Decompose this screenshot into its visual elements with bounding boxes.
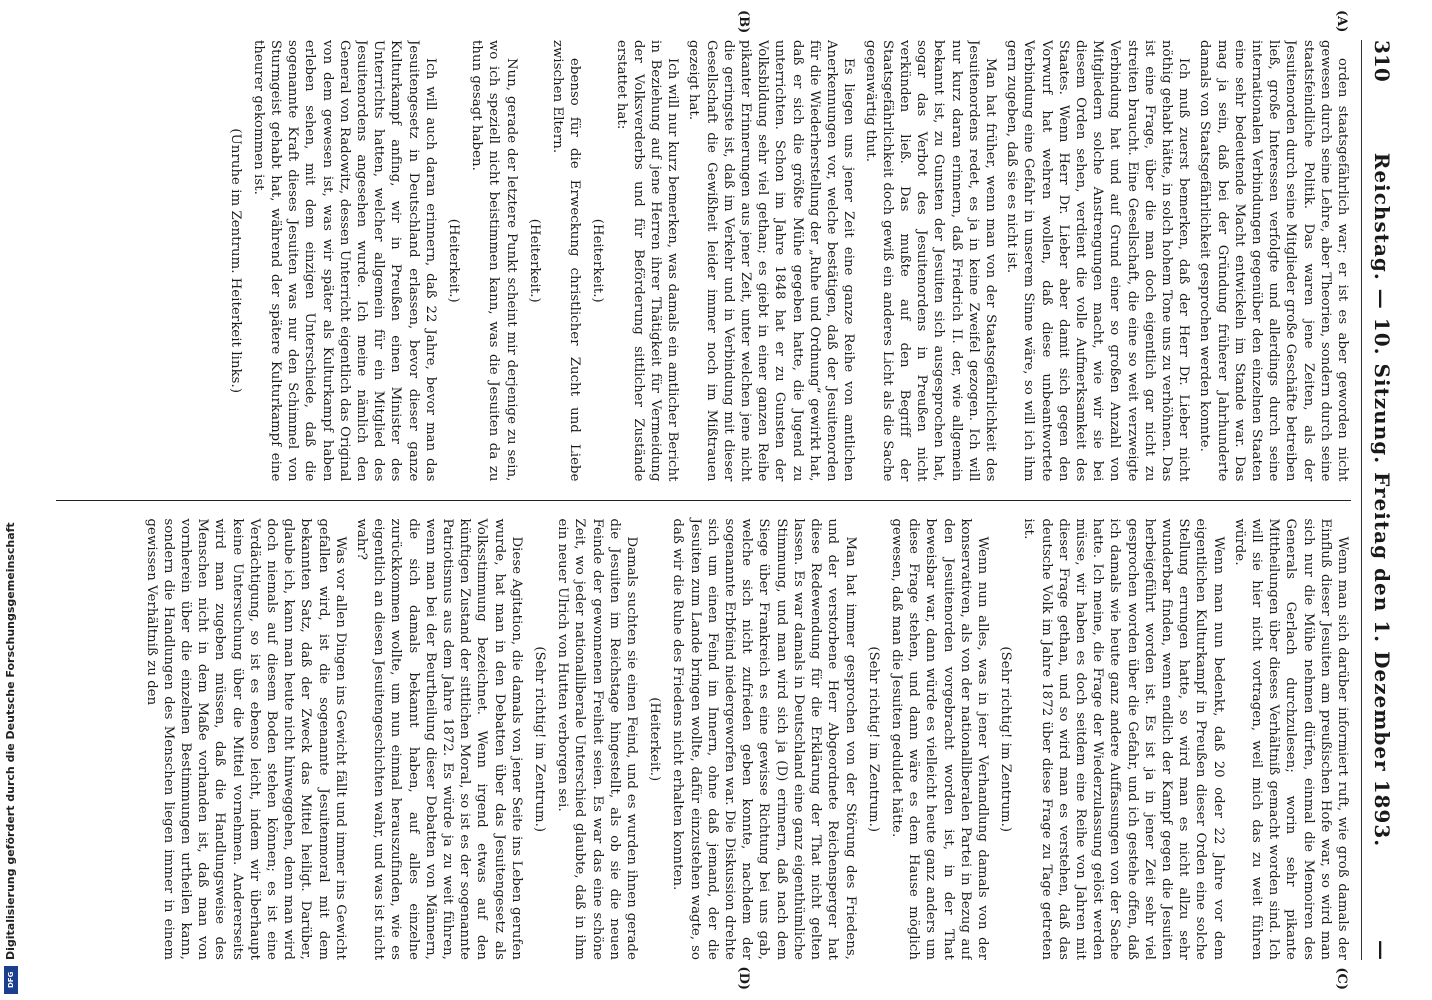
dfg-logo-icon: DFG xyxy=(4,966,18,994)
paragraph: Was vor allen Dingen ins Gewicht fällt und immer ins Gewicht gefallen wird, ist die sogenannte Jesuitenmoral mit dem bekannten Satz, daß der Zweck das Mittel heiligt. Darüber, glaube ich, kann man heute nicht hinweggehen, denn man wird doch niemals auf diesem Boden stehen können; es ist eine Verdächtigung, so ist es ebenso leicht, indem wir überhaupt keine Untersuchung über die Mittel vornehmen. Andererseits wird man zugeben müssen, daß die Handlungsweise des Menschen nicht in dem Maße vorhanden ist, daß man von vornherein über die einzelnen Bestimmungen urtheilen kann, sondern die Handlungen des Menschen liegen immer in einem gewissen Verhältniß zu den xyxy=(143,518,348,960)
paragraph: Damals suchten sie einen Feind, und es wurden ihnen gerade die Jesuiten im Reichstage hingestellt, als ob sie die neuen Feinde der gewonnenen Freiheit seien. Es war das eine schöne Zeit, wo jeder nationalliberale Unterschied glaubte, daß in ihm ein neuer Ulrich von Hutten verborgen sei. xyxy=(555,518,640,960)
paragraph: Wenn man sich darüber informiert ruft, wie groß damals der Einfluß dieser Jesuiten am preußischen Hofe war, so wird man sich nur die Mühe nehmen dürfen, einmal die Memoiren des Generals Gerlach durchzulesen; worin sehr pikante Mittheilungen über dieses Verhältniß gemacht worden sind. Ich will sie hier nicht vortragen, weil mich das zu weit führen würde. xyxy=(1231,518,1350,960)
page-title: Reichstag. — 10. Sitzung. Freitag den 1. Dezember 1893. xyxy=(1370,152,1394,848)
interjection: (Sehr richtig! im Zentrum.) xyxy=(998,646,1014,833)
margin-marker-d: (D) xyxy=(736,966,751,990)
interjection: (Heiterkeit.) xyxy=(647,697,663,782)
paragraph: Ich will auch daran erinnern, daß 22 Jahre, bevor man das Jesuitengesetz in Deutschland erlassen, bevor dieser ganze Kulturkampf anfing, wir in Preußen einen Minister des Unterrichts hatten, welcher allgemein für ein Mitglied des Jesuitenordens angesehen wurde. Ich meine nämlich den General von Radowitz, dessen Unterricht eigentlich das Original von dem gewesen ist, was wir später als Kulturkampf haben erleben sehen, mit dem einzigen Unterschiede, daß die sogenannte Kraft dieses Jesuiten was nur den Schimmel von Sturmgeist gehabt hat, während der spätere Kulturkampf eine theurer gekommen ist. xyxy=(250,40,438,482)
left-column xyxy=(56,40,1351,500)
text-columns xyxy=(56,10,1351,990)
paragraph: Wenn man nun bedenkt, daß 20 oder 22 Jahre vor dem eigentlichen Kulturkampf in Preußen dieser Orden eine solche Stellung errungen hatte, so wird man es nicht allzu sehr wunderbar finden, wenn endlich der Kampf gegen die Jesuiten herbeigeführt worden ist. Es ist ja in jener Zeit sehr viel gesprochen worden über die Gefahr, und ich gestehe offen, daß ich damals wie heute ganz andere Auffassungen von der Sache hatte. Ich meine, die Frage der Wiederzulassung gelöst werden müsse, wir haben es doch seitdem eine Reihe von Jahren mit dieser Frage gethan, und so wird man es verstehen, daß das deutsche Volk im Jahre 1872 über diese Frage zu Tage getreten ist. xyxy=(1021,518,1226,960)
interjection: (Heiterkeit.) xyxy=(526,218,542,303)
running-head xyxy=(1361,40,1394,960)
right-column xyxy=(56,501,1351,961)
digitization-sidebar xyxy=(0,0,22,1000)
interjection: (Sehr richtig! im Zentrum.) xyxy=(532,646,548,833)
paragraph: Nun, gerade der letztere Punkt scheint mir derjenige zu sein, wo ich speziell nicht beistimmen kann, was die Jesuiten da zu thun gesagt haben. xyxy=(469,40,519,482)
margin-marker-c: (C) xyxy=(1334,967,1349,990)
paragraph: Man hat immer gesprochen von der Störung des Friedens, und der verstorbene Herr Abgeordnete Reichensperger hat diese Redewendung für die Erklärung der That nicht gelten lassen. Es war damals in Deutschland eine ganz eigenthümliche Stimmung, und man wird sich ja (D) erinnern, daß nach dem Siege über Frankreich es eine gewisse Richtung bei uns gab, welche sich nicht zufrieden geben konnte, nachdem der sogenannte Erbfeind niedergeworfen war. Die Diskussion drehte sich um einen Feind im Innern, ohne daß jemand, der die Jesuiten zum Lande bringen wollte, dafür einzustehen wagte, so daß wir die Ruhe des Friedens nicht erhalten konnten. xyxy=(670,518,858,960)
paragraph: Es liegen uns jener Zeit eine ganze Reihe von amtlichen Anerkennungen vor, welche bestätigen, daß der Jesuitenorden für die Wiederherstellung der „Ruhe und Ordnung“ gewirkt hat, daß er sich die größte Mühe gegeben hatte, die Jugend zu unterrichten. Schon im Jahre 1848 hat er zu Gunsten der Volksbildung sehr viel gethan; es giebt in einer ganzen Reihe pikanter Erinnerungen aus jener Zeit, unter welchen jene nicht die geringste ist, daß im Verkehr und in Verbindung mit dieser Gesellschaft die Gewißheit leider immer noch im Mißtrauen gezeigt hat. xyxy=(686,40,857,482)
paragraph: Ich will nur kurz bemerken, was damals ein amtlicher Bericht in Beziehung auf jene Herren ihrer Thätigkeit für Vermeidung der Volksverderbs und für Beförderung sittlicher Zustände erstattet hat: xyxy=(613,40,681,482)
paragraph: Ich muß zuerst bemerken, daß der Herr Dr. Lieber nicht nöthig gehabt hätte, in solch hohem Tone uns zu verhöhnen. Das ist eine Frage, über die man doch eigentlich gar nicht zu streiten braucht. Eine Gesellschaft, die eine so weit verzweigte Verbindung hat und auf Grund einer so großen Anzahl von Mitgliedern solche Anstrengungen macht, wie wir sie bei diesem Orden sehen, verdient die volle Aufmerksamkeit des Staates. Wenn Herr Dr. Lieber aber damit sich gegen den Vorwurf hat wehren wollen, daß diese unbeantwortete Verbindung eine Gefahr in unserem Sinne wäre, so will ich ihm gern zugeben, daß sie es nicht ist. xyxy=(1004,40,1192,482)
margin-marker-b: (B) xyxy=(736,10,751,34)
interjection: (Heiterkeit.) xyxy=(590,218,606,303)
paragraph: Diese Agitation, die damals von jener Seite ins Leben gerufen wurde, hat man in den Debatten über das Jesuitengesetz als Volksstimmung bezeichnet. Wenn irgend etwas auf den künftigen Zustand der sittlichen Moral, so ist es der sogenannte Patriotismus aus dem Jahre 1872. Es würde ja zu weit führen, wenn man bei der Beurtheilung dieser Debatten von Männern, die sich damals bekannt haben, auf alles einzelne zurückkommen wollte, um nun einmal herauszufinden, wie es eigentlich an diesen Jesuitengeschichten wahr, und was ist nicht wahr? xyxy=(354,518,524,960)
rule-mark: — xyxy=(1370,940,1394,960)
interjection: (Heiterkeit.) xyxy=(446,218,462,303)
interjection: (Sehr richtig! im Zentrum.) xyxy=(865,646,881,833)
interjection: (Unruhe im Zentrum. Heiterkeit links.) xyxy=(227,128,243,394)
paragraph: Man hat früher, wenn man von der Staatsgefährlichkeit des Jesuitenordens redet, es ja in keine Zweifel gezogen. Ich will nur kurz daran erinnern, daß Friedrich II. der, wie allgemein bekannt ist, zu Gunsten der Jesuiten sich ausgesprochen hat, sogar das Verbot des Jesuitenordens in Preußen nicht verkünden ließ. Das mußte auf den Begriff der Staatsgefährlichkeit doch gewiß ein anderes Licht als die Sache gegenwärtig thut. xyxy=(862,40,998,482)
paragraph: Wenn nun alles, was in jener Verhandlung damals von der konservativen, als von der nationalliberalen Partei in Bezug auf den Jesuitenorden vorgebracht worden ist, in der That beweisbar war, dann würde es vielleicht heute ganz anders um diese Frage stehen, und dann wäre es dem Hause möglich gewesen, daß man die Jesuiten geduldet hätte. xyxy=(888,518,990,960)
paragraph: ebenso für die Erweckung christlicher Zucht und Liebe zwischen Eltern. xyxy=(550,40,583,482)
digitization-credit: Digitalisierung gefördert durch die Deutsche Forschungsgemeinschaft xyxy=(4,522,17,960)
margin-marker-a: (A) xyxy=(1334,10,1349,33)
page-number: 310 xyxy=(1370,40,1394,82)
paragraph: orden staatsgefährlich war; er ist es aber geworden nicht gewesen durch seine Lehre, aber Theorien, sondern durch seine staatsfeindliche Politik. Das waren jene Zeiten, als der Jesuitenorden durch seine Mitglieder große Geschäfte betreiben ließ, große Interessen verfolgte und allerdings durch seine internationalen Verbindungen gegenüber den einzelnen Staaten eine sehr bedeutende Macht entwickeln im Stande war. Das mag ja sein, daß bei der Gründung früherer Jahrhunderte damals von Staatsgefährlichkeit gesprochen werden konnte. xyxy=(1197,40,1350,482)
